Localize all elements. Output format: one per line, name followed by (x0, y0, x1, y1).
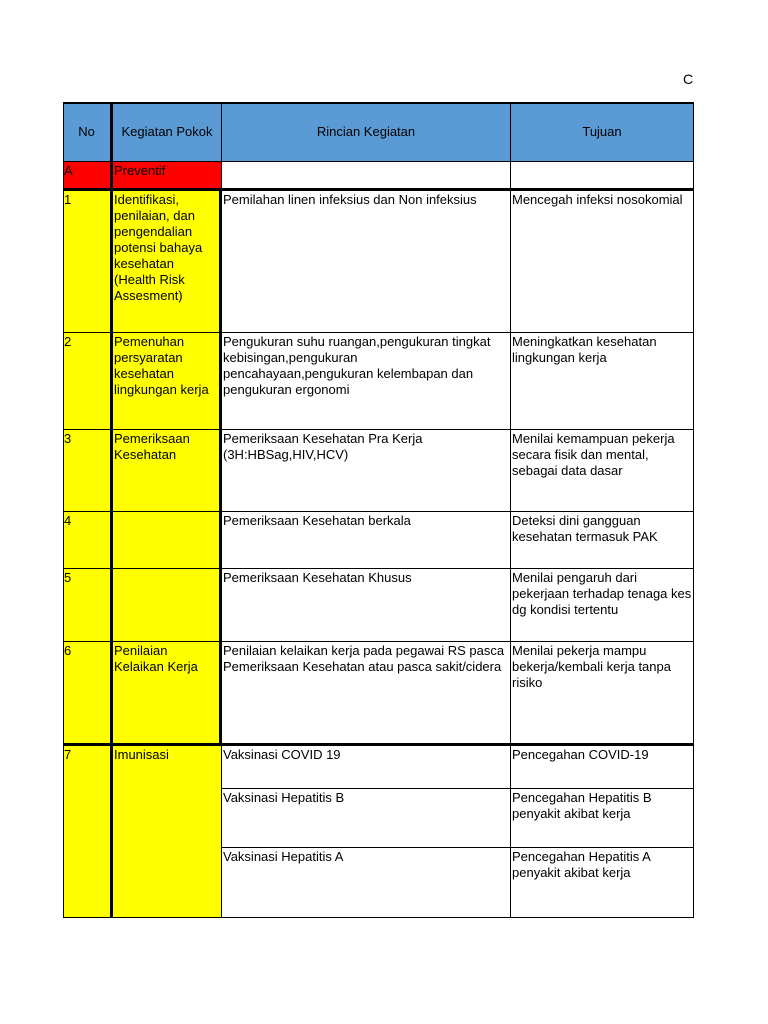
row-1-kegiatan: Identifikasi, penilaian, dan pengendalian potensi bahaya kesehatan (Health Risk Assesment) (111, 191, 222, 333)
row-4-no: 4 (63, 512, 111, 569)
row-2-no: 2 (63, 333, 111, 430)
row-1-rincian: Pemilahan linen infeksius dan Non infeksius (222, 191, 511, 333)
row-7-kegiatan: Imunisasi (111, 746, 222, 918)
row-5-kegiatan (111, 569, 222, 642)
row-2-tujuan: Meningkatkan kesehatan lingkungan kerja (511, 333, 694, 430)
row-6-rincian: Penilaian kelaikan kerja pada pegawai RS pasca Pemeriksaan Kesehatan atau pasca sakit/cidera (222, 642, 511, 746)
header-rincian-kegiatan: Rincian Kegiatan (222, 102, 511, 162)
row-7a-rincian: Vaksinasi COVID 19 (222, 746, 511, 789)
row-4-rincian: Pemeriksaan Kesehatan berkala (222, 512, 511, 569)
activity-table (63, 102, 694, 918)
section-empty-tujuan (511, 162, 694, 191)
row-2-rincian: Pengukuran suhu ruangan,pengukuran tingkat kebisingan,pengukuran pencahayaan,pengukuran kelembapan dan pengukuran ergonomi (222, 333, 511, 430)
corner-mark: C (683, 71, 694, 87)
row-7c-tujuan: Pencegahan Hepatitis A penyakit akibat kerja (511, 848, 694, 918)
row-2-kegiatan: Pemenuhan persyaratan kesehatan lingkungan kerja (111, 333, 222, 430)
section-no: A (63, 162, 111, 191)
row-3-rincian: Pemeriksaan Kesehatan Pra Kerja (3H:HBSag,HIV,HCV) (222, 430, 511, 512)
row-1-no: 1 (63, 191, 111, 333)
row-7a-tujuan: Pencegahan COVID-19 (511, 746, 694, 789)
row-5-no: 5 (63, 569, 111, 642)
row-7-no: 7 (63, 746, 111, 918)
row-3-kegiatan: Pemeriksaan Kesehatan (111, 430, 222, 512)
row-1-tujuan: Mencegah infeksi nosokomial (511, 191, 694, 333)
header-no: No (63, 102, 111, 162)
row-5-tujuan: Menilai pengaruh dari pekerjaan terhadap tenaga kes dg kondisi tertentu (511, 569, 694, 642)
row-5-rincian: Pemeriksaan Kesehatan Khusus (222, 569, 511, 642)
section-empty-rincian (222, 162, 511, 191)
section-label: Preventif (111, 162, 222, 191)
row-7b-tujuan: Pencegahan Hepatitis B penyakit akibat kerja (511, 789, 694, 848)
row-4-tujuan: Deteksi dini gangguan kesehatan termasuk PAK (511, 512, 694, 569)
row-6-kegiatan: Penilaian Kelaikan Kerja (111, 642, 222, 746)
header-tujuan: Tujuan (511, 102, 694, 162)
row-7c-rincian: Vaksinasi Hepatitis A (222, 848, 511, 918)
row-3-tujuan: Menilai kemampuan pekerja secara fisik dan mental, sebagai data dasar (511, 430, 694, 512)
row-4-kegiatan (111, 512, 222, 569)
header-kegiatan-pokok: Kegiatan Pokok (111, 102, 222, 162)
row-3-no: 3 (63, 430, 111, 512)
row-6-tujuan: Menilai pekerja mampu bekerja/kembali kerja tanpa risiko (511, 642, 694, 746)
row-7b-rincian: Vaksinasi Hepatitis B (222, 789, 511, 848)
row-6-no: 6 (63, 642, 111, 746)
